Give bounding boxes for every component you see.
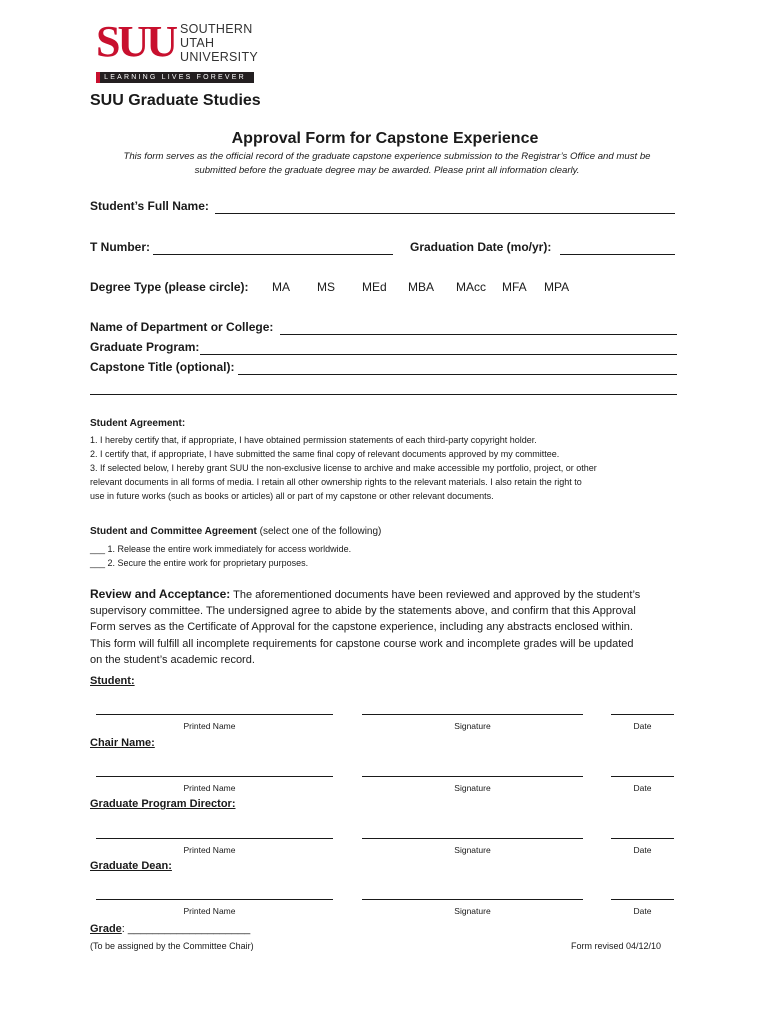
date-caption: Date	[633, 783, 652, 793]
form-subtitle	[92, 150, 682, 178]
dean-signature-line[interactable]	[362, 899, 583, 900]
review-text: The aforementioned documents have been reviewed and approved by the student’s	[233, 589, 641, 601]
signature-caption: Signature	[454, 721, 491, 731]
t-number-label: T Number:	[90, 240, 150, 254]
student-signature-label: Student:	[90, 675, 135, 687]
degree-option-ma[interactable]: MA	[272, 280, 290, 294]
logo-mark: SUU	[96, 17, 176, 66]
committee-agreement-heading	[90, 526, 381, 537]
dean-printed-name-line[interactable]	[96, 899, 333, 900]
degree-type-label: Degree Type (please circle):	[90, 280, 249, 294]
date-caption: Date	[633, 845, 652, 855]
director-signature-line[interactable]	[362, 838, 583, 839]
student-date-line[interactable]	[611, 714, 674, 715]
department-heading: SUU Graduate Studies	[90, 92, 261, 109]
chair-printed-name-line[interactable]	[96, 776, 333, 777]
form-revised-date: Form revised 04/12/10	[571, 941, 662, 951]
logo-wordmark	[180, 22, 258, 64]
grade-label: Grade	[90, 923, 122, 935]
signature-caption: Signature	[454, 783, 491, 793]
department-label: Name of Department or College:	[90, 320, 274, 334]
graduation-date-line[interactable]	[560, 254, 675, 255]
director-printed-name-line[interactable]	[96, 838, 333, 839]
review-line: Form serves as the Certificate of Approval for the capstone experience, including any abstracts enclosed within.	[90, 621, 633, 634]
review-acceptance	[90, 586, 690, 668]
chair-signature-line[interactable]	[362, 776, 583, 777]
director-date-line[interactable]	[611, 838, 674, 839]
dean-signature-label: Graduate Dean:	[90, 860, 172, 872]
degree-option-ms[interactable]: MS	[317, 280, 335, 294]
logo-word: SOUTHERN	[180, 22, 253, 36]
review-heading: Review and Acceptance:	[90, 587, 231, 601]
review-first-line	[90, 586, 690, 603]
printed-name-caption: Printed Name	[183, 721, 236, 731]
signature-caption: Signature	[454, 845, 491, 855]
capstone-title-line[interactable]	[238, 374, 677, 375]
student-signature-line[interactable]	[362, 714, 583, 715]
signature-caption: Signature	[454, 906, 491, 916]
release-option[interactable]: ___ 1. Release the entire work immediately for access worldwide.	[90, 544, 352, 554]
secure-option[interactable]: ___ 2. Secure the entire work for proprietary purposes.	[90, 558, 309, 568]
degree-option-mpa[interactable]: MPA	[544, 280, 570, 294]
logo-word: UTAH	[180, 36, 215, 50]
student-agreement-heading: Student Agreement:	[90, 418, 186, 429]
graduate-program-line[interactable]	[200, 354, 677, 355]
printed-name-caption: Printed Name	[183, 783, 236, 793]
suu-logo	[96, 17, 259, 86]
student-agreement-text	[90, 433, 690, 503]
date-caption: Date	[633, 721, 652, 731]
printed-name-caption: Printed Name	[183, 906, 236, 916]
chair-date-line[interactable]	[611, 776, 674, 777]
graduate-program-label: Graduate Program:	[90, 340, 200, 354]
t-number-line[interactable]	[153, 254, 393, 255]
graduation-date-label: Graduation Date (mo/yr):	[410, 240, 552, 254]
director-signature-label: Graduate Program Director:	[90, 798, 236, 810]
subtitle-line: submitted before the graduate degree may be awarded. Please print all information clearly.	[194, 165, 580, 176]
grade-line: : ____________________	[121, 923, 251, 935]
degree-option-mba[interactable]: MBA	[408, 280, 435, 294]
logo-tagline-bar	[96, 72, 254, 83]
capstone-title-label: Capstone Title (optional):	[90, 360, 235, 374]
committee-agreement-note: (select one of the following)	[259, 526, 382, 537]
student-printed-name-line[interactable]	[96, 714, 333, 715]
chair-signature-label: Chair Name:	[90, 737, 155, 749]
agreement-line: 2. I certify that, if appropriate, I have submitted the same final copy of relevant documents approved by my committee.	[90, 449, 560, 459]
date-caption: Date	[633, 906, 652, 916]
form-title: Approval Form for Capstone Experience	[231, 130, 539, 147]
full-name-line[interactable]	[215, 213, 675, 214]
grade-note: (To be assigned by the Committee Chair)	[90, 941, 254, 951]
committee-agreement-title: Student and Committee Agreement	[90, 526, 257, 537]
agreement-line: relevant documents in all forms of media. I retain all other ownership rights to the relevant materials. I also retain the right to	[90, 477, 582, 487]
logo-word: UNIVERSITY	[180, 50, 259, 64]
logo-tagline: LEARNING LIVES FOREVER	[104, 74, 246, 81]
degree-option-mfa[interactable]: MFA	[502, 280, 527, 294]
degree-option-macc[interactable]: MAcc	[456, 280, 486, 294]
dean-date-line[interactable]	[611, 899, 674, 900]
full-name-label: Student’s Full Name:	[90, 199, 209, 213]
degree-option-med[interactable]: MEd	[362, 280, 387, 294]
capstone-title-line-2[interactable]	[90, 394, 677, 395]
review-line: This form will fulfill all incomplete requirements for capstone course work and incomplete grades will be updated	[90, 637, 634, 650]
review-line: on the student’s academic record.	[90, 653, 255, 666]
department-line[interactable]	[280, 334, 677, 335]
agreement-line: use in future works (such as books or articles) all or part of my capstone or other relevant documents.	[90, 491, 494, 501]
printed-name-caption: Printed Name	[183, 845, 236, 855]
agreement-line: 3. If selected below, I hereby grant SUU the non-exclusive license to archive and make accessible my portfolio, project, or other	[90, 463, 597, 473]
review-line: supervisory committee. The undersigned agree to abide by the statements above, and confirm that this Approval	[90, 605, 636, 618]
subtitle-line: This form serves as the official record of the graduate capstone experience submission to the Registrar’s Office and must be	[123, 151, 651, 162]
agreement-line: 1. I hereby certify that, if appropriate, I have obtained permission statements of each third-party copyright holder.	[90, 435, 537, 445]
grade-field[interactable]	[90, 923, 250, 935]
